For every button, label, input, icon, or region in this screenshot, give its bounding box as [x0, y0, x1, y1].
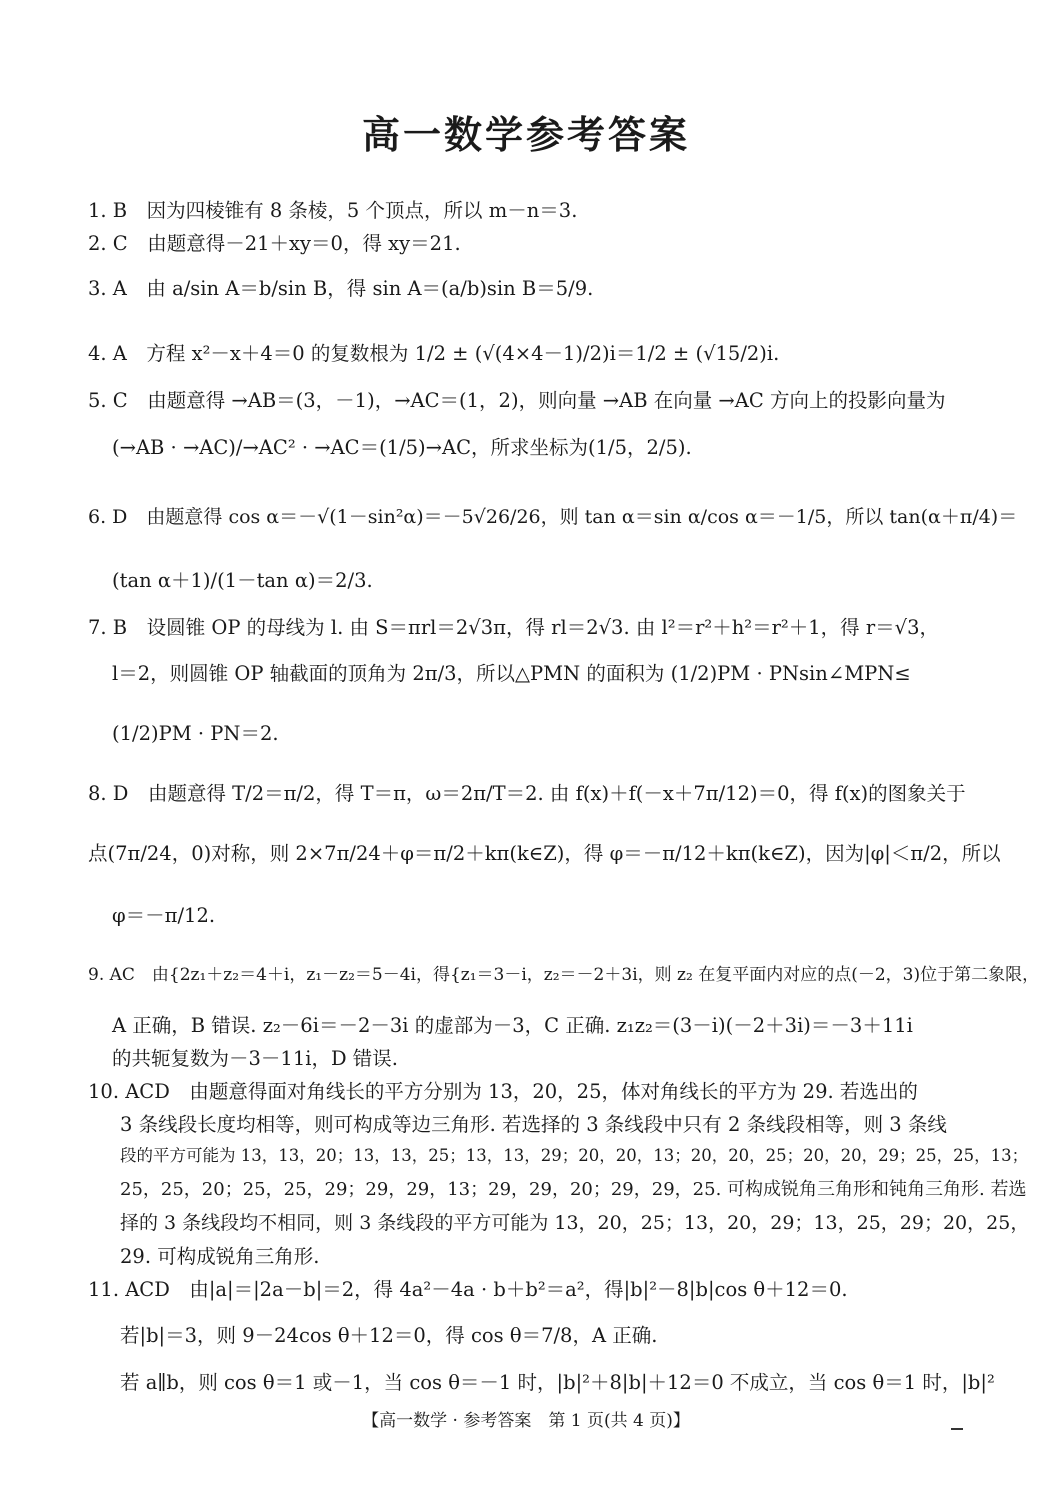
answer-line: 2. C 由题意得－21＋xy＝0，得 xy＝21. [88, 232, 461, 255]
answer-line: (1/2)PM · PN＝2. [112, 722, 279, 745]
answer-line: 8. D 由题意得 T/2＝π/2，得 T＝π，ω＝2π/T＝2. 由 f(x)＋f(－x＋7π/12)＝0，得 f(x)的图象关于 [88, 782, 966, 805]
answer-line: 5. C 由题意得 →AB＝(3，－1)，→AC＝(1，2)，则向量 →AB 在向量 →AC 方向上的投影向量为 [88, 389, 946, 412]
answer-line: 3. A 由 a/sin A＝b/sin B，得 sin A＝(a/b)sin B＝5/9. [88, 277, 594, 300]
answer-line: 若|b|＝3，则 9－24cos θ＋12＝0，得 cos θ＝7/8，A 正确. [120, 1324, 658, 1347]
answer-line: 11. ACD 由|a|＝|2a－b|＝2，得 4a²－4a · b＋b²＝a²，得|b|²－8|b|cos θ＋12＝0. [88, 1278, 848, 1301]
answer-line: 点(7π/24，0)对称，则 2×7π/24＋φ＝π/2＋kπ(k∈Z)，得 φ＝－π/12＋kπ(k∈Z)，因为|φ|＜π/2，所以 [88, 842, 1001, 865]
answer-line: 7. B 设圆锥 OP 的母线为 l. 由 S＝πrl＝2√3π，得 rl＝2√3. 由 l²＝r²＋h²＝r²＋1，得 r＝√3， [88, 616, 940, 639]
page-title: 高一数学参考答案 [361, 112, 690, 157]
answer-line: 9. AC 由{2z₁＋z₂＝4＋i，z₁－z₂＝5－4i，得{z₁＝3－i，z₂＝－2＋3i，则 z₂ 在复平面内对应的点(－2，3)位于第二象限， [88, 965, 1040, 985]
answer-line: 段的平方可能为 13，13，20；13，13，25；13，13，29；20，20，13；20，20，25；20，20，29；25，25，13； [120, 1146, 1029, 1165]
answer-line: 若 a∥b，则 cos θ＝1 或－1，当 cos θ＝－1 时，|b|²＋8|b|＋12＝0 不成立，当 cos θ＝1 时，|b|² [120, 1371, 995, 1394]
answer-line: φ＝－π/12. [112, 904, 216, 927]
answer-line: (tan α＋1)/(1－tan α)＝2/3. [112, 569, 373, 592]
answer-line: l＝2，则圆锥 OP 轴截面的顶角为 2π/3，所以△PMN 的面积为 (1/2)PM · PNsin∠MPN≤ [112, 662, 911, 685]
answer-line: 择的 3 条线段均不相同，则 3 条线段的平方可能为 13，20，25；13，20，29；13，25，29；20，25， [120, 1212, 1030, 1234]
answer-line: 25，25，20；25，25，29；29，29，13；29，29，20；29，29，25. 可构成锐角三角形和钝角三角形. 若选 [120, 1179, 1027, 1200]
answer-line: 1. B 因为四棱锥有 8 条棱，5 个顶点，所以 m－n＝3. [88, 199, 578, 222]
answer-line: 4. A 方程 x²－x＋4＝0 的复数根为 1/2 ± (√(4×4－1)/2)i＝1/2 ± (√15/2)i. [88, 342, 780, 365]
answer-line: 3 条线段长度均相等，则可构成等边三角形. 若选择的 3 条线段中只有 2 条线段相等，则 3 条线 [120, 1113, 947, 1136]
page-footer: 【高一数学 · 参考答案 第 1 页(共 4 页)】 [362, 1411, 690, 1431]
answer-line: A 正确，B 错误. z₂－6i＝－2－3i 的虚部为－3，C 正确. z₁z₂＝(3－i)(－2＋3i)＝－3＋11i [112, 1014, 913, 1037]
answer-line: 29. 可构成锐角三角形. [120, 1245, 320, 1268]
answer-line: 6. D 由题意得 cos α＝－√(1－sin²α)＝－5√26/26，则 tan α＝sin α/cos α＝－1/5，所以 tan(α＋π/4)＝ [88, 506, 1018, 528]
corner-mark [951, 1428, 963, 1430]
answer-line: 的共轭复数为－3－11i，D 错误. [112, 1047, 398, 1070]
answer-line: 10. ACD 由题意得面对角线长的平方分别为 13，20，25，体对角线长的平方为 29. 若选出的 [88, 1080, 918, 1103]
answer-line: (→AB · →AC)/→AC² · →AC＝(1/5)→AC，所求坐标为(1/5，2/5). [112, 436, 692, 459]
